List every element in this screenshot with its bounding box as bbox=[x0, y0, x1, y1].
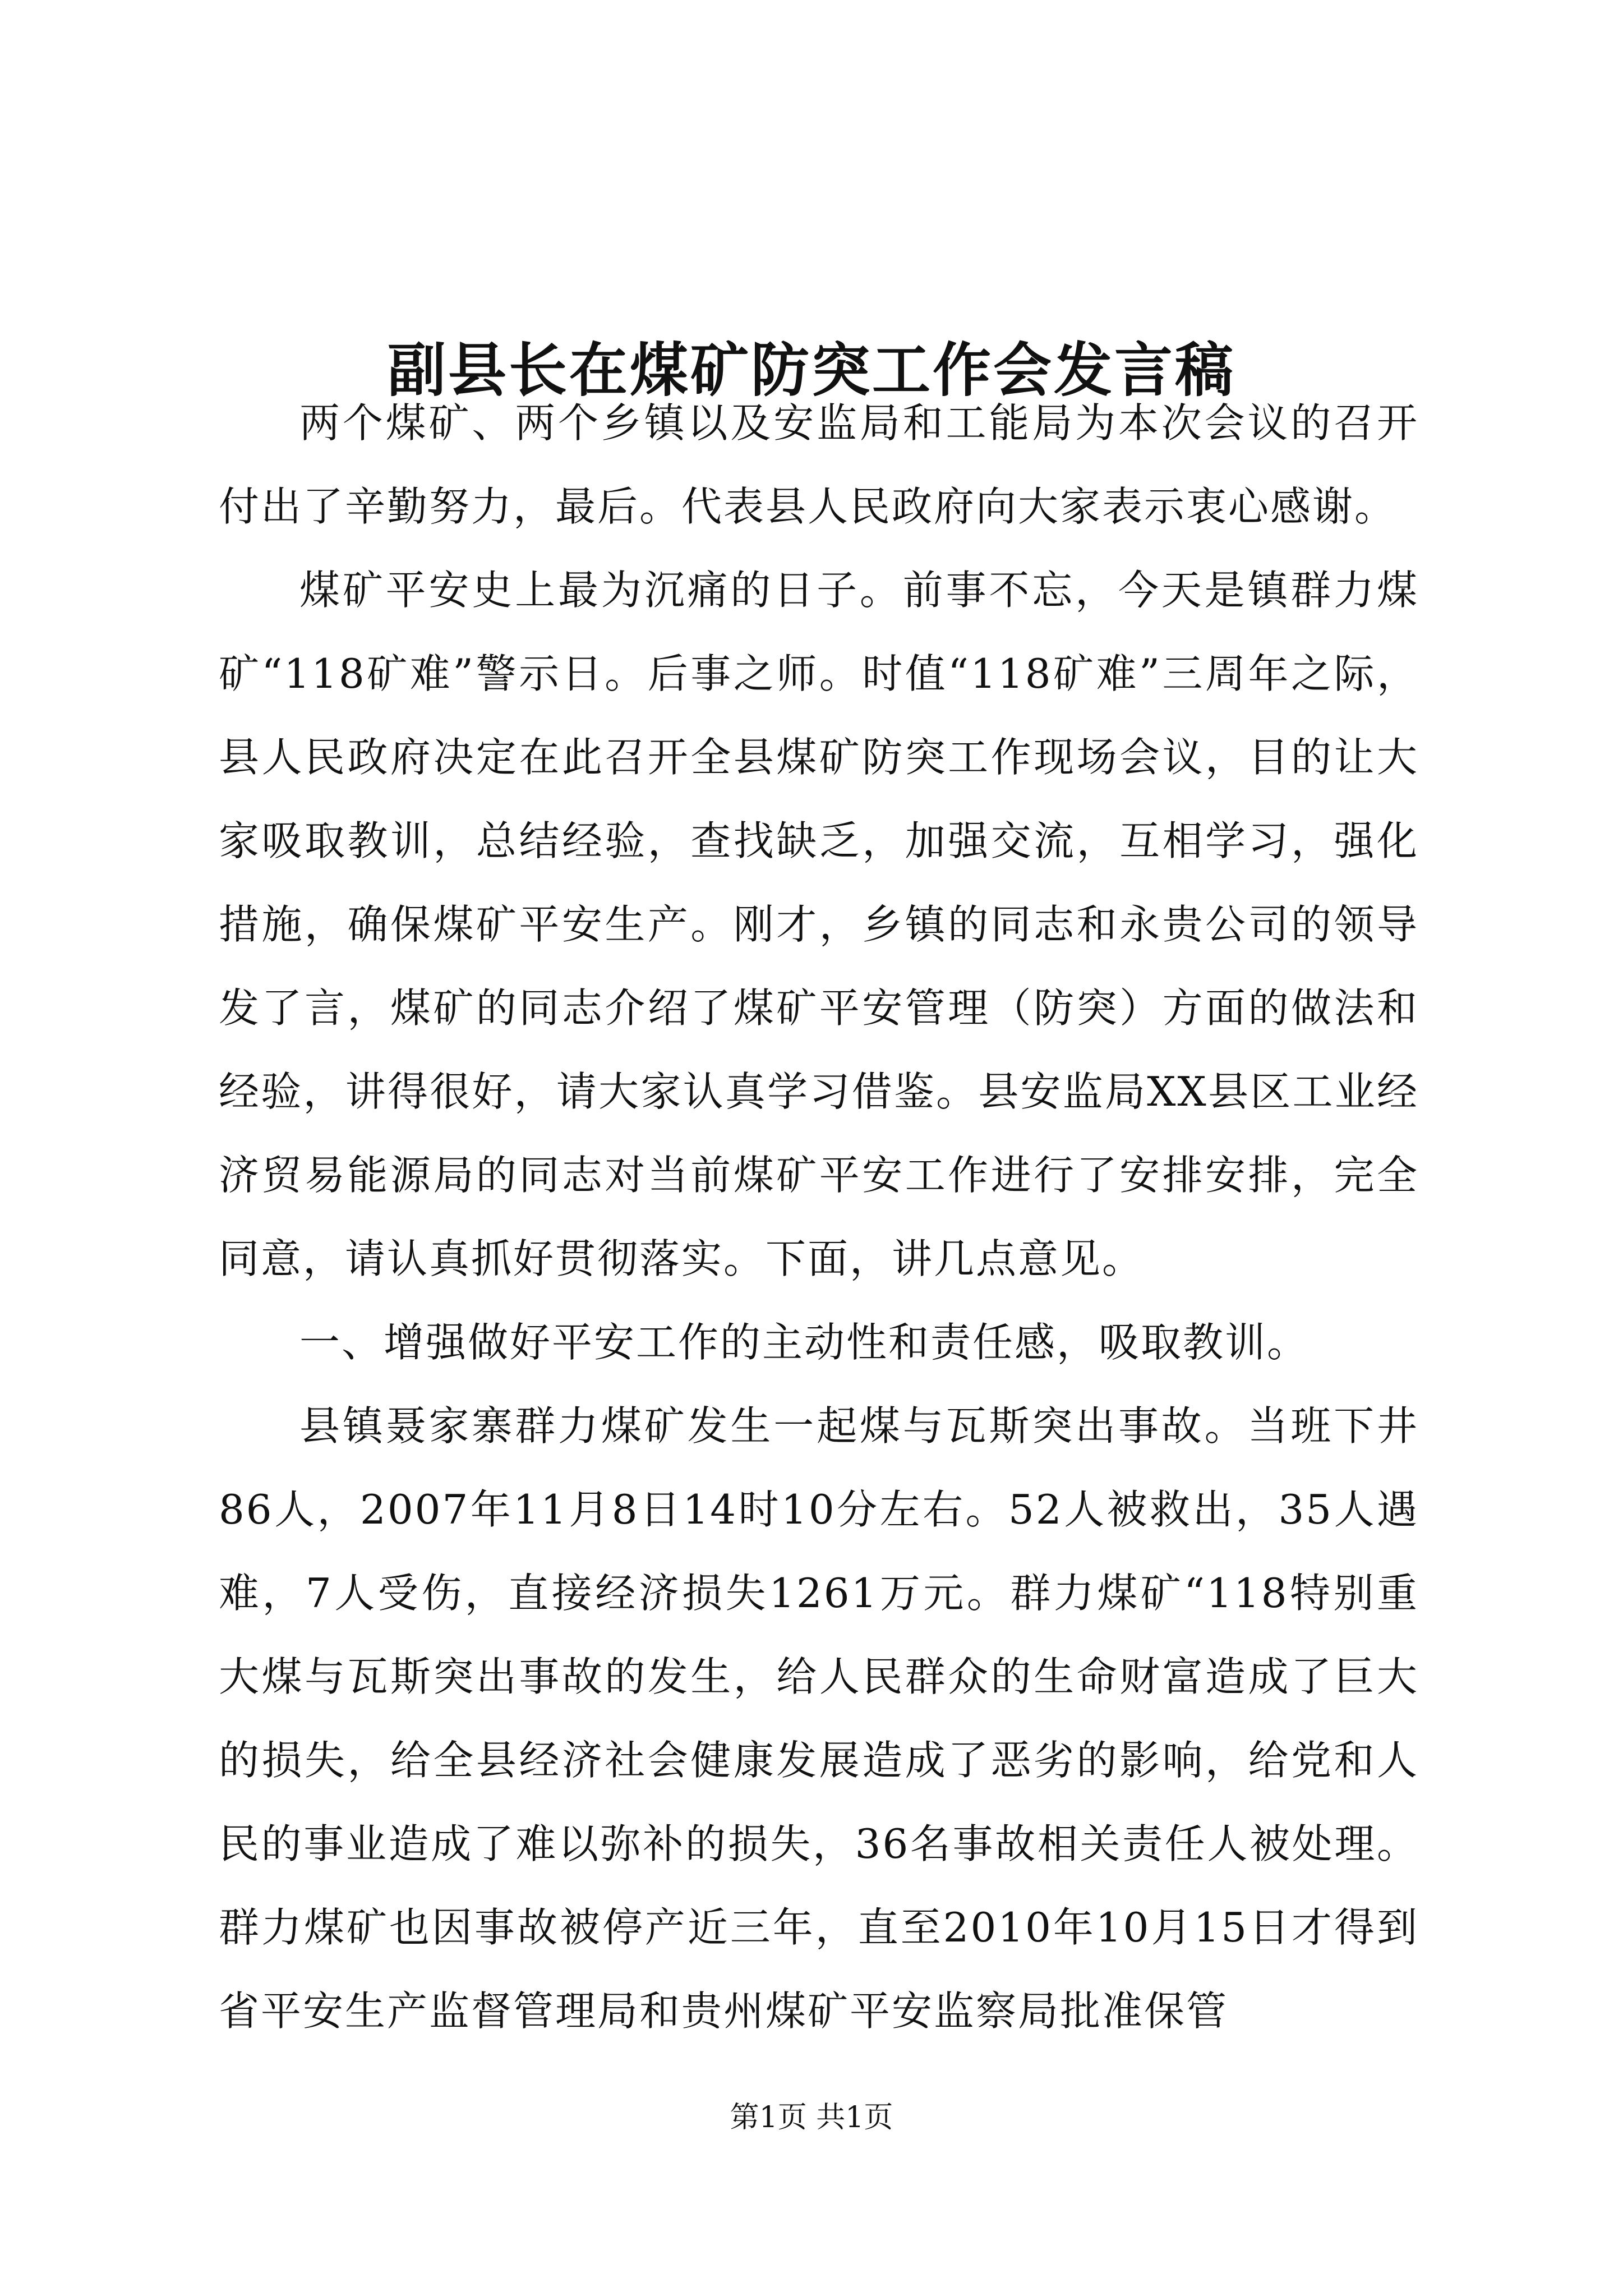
document-body bbox=[219, 381, 1419, 2053]
paragraph: 煤矿平安史上最为沉痛的日子。前事不忘，今天是镇群力煤矿“118矿难”警示日。后事之师。时值“118矿难”三周年之际，县人民政府决定在此召开全县煤矿防突工作现场会议，目的让大家吸取教训，总结经验，查找缺乏，加强交流，互相学习，强化措施，确保煤矿平安生产。刚才，乡镇的同志和永贵公司的领导发了言，煤矿的同志介绍了煤矿平安管理（防突）方面的做法和经验，讲得很好，请大家认真学习借鉴。县安监局XX县区工业经济贸易能源局的同志对当前煤矿平安工作进行了安排安排，完全同意，请认真抓好贯彻落实。下面，讲几点意见。 bbox=[219, 567, 1419, 1282]
paragraph: 两个煤矿、两个乡镇以及安监局和工能局为本次会议的召开付出了辛勤努力，最后。代表县人民政府向大家表示衷心感谢。 bbox=[219, 399, 1419, 530]
paragraph: 县镇聂家寨群力煤矿发生一起煤与瓦斯突出事故。当班下井86人，2007年11月8日14时10分左右。52人被救出，35人遇难，7人受伤，直接经济损失1261万元。群力煤矿“118特别重大煤与瓦斯突出事故的发生，给人民群众的生命财富造成了巨大的损失，给全县经济社会健康发展造成了恶劣的影响，给党和人民的事业造成了难以弥补的损失，36名事故相关责任人被处理。群力煤矿也因事故被停产近三年，直至2010年10月15日才得到省平安生产监督管理局和贵州煤矿平安监察局批准保管 bbox=[219, 1402, 1419, 2035]
paragraph-heading: 一、增强做好平安工作的主动性和责任感，吸取教训。 bbox=[299, 1319, 1310, 1366]
page-title: 副县长在煤矿防突工作会发言稿 bbox=[387, 335, 1235, 404]
page-footer: 第1页 共1页 bbox=[730, 2101, 893, 2134]
